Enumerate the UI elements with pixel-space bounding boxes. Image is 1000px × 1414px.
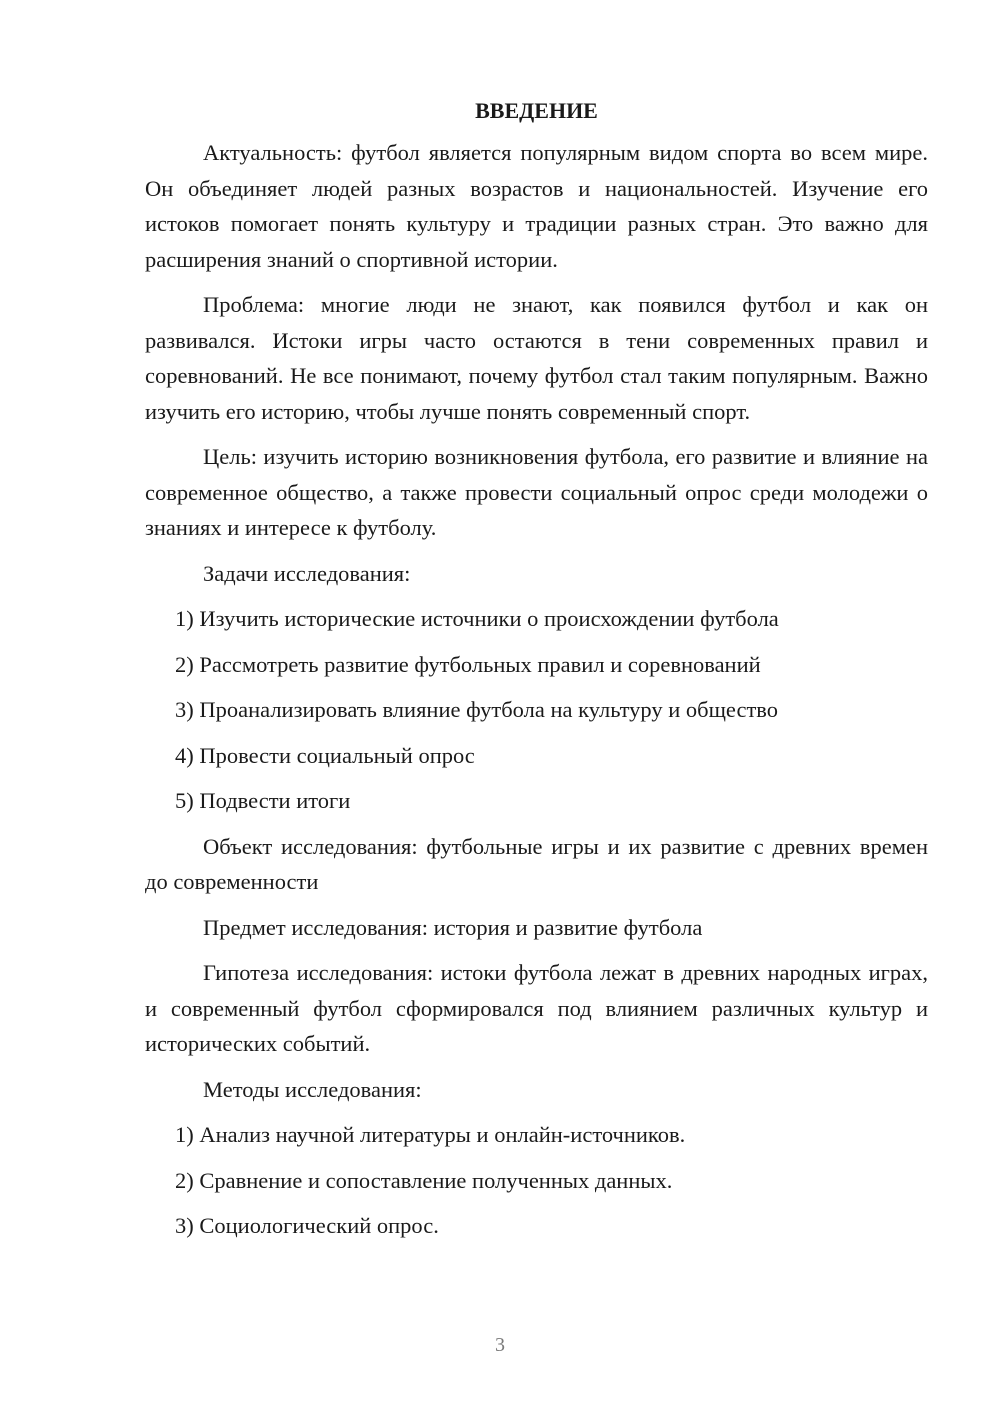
section-title: ВВЕДЕНИЕ: [475, 98, 598, 123]
task-item: 3) Проанализировать влияние футбола на культуру и общество: [175, 697, 779, 722]
task-item: 4) Провести социальный опрос: [175, 742, 475, 768]
tasks-label: Задачи исследования:: [203, 560, 411, 586]
task-item: 1) Изучить исторические источники о происхождении футбола: [175, 606, 779, 631]
method-item: 1) Анализ научной литературы и онлайн-источников.: [175, 1122, 686, 1147]
document-page: [145, 94, 928, 1254]
object-paragraph: Объект исследования: футбольные игры и их развитие с древних времен до современности: [145, 833, 928, 894]
method-item: 3) Социологический опрос.: [175, 1213, 439, 1238]
subject-paragraph: Предмет исследования: история и развитие футбола: [203, 914, 703, 940]
hypothesis-paragraph: Гипотеза исследования: истоки футбола лежат в древних народных играх, и современный футбол сформировался под влиянием различных культур и исторических событий.: [145, 960, 928, 1056]
page-number: 3: [495, 1334, 505, 1356]
method-item: 2) Сравнение и сопоставление полученных данных.: [175, 1167, 673, 1193]
problem-paragraph: Проблема: многие люди не знают, как появился футбол и как он развивался. Истоки игры часто остаются в тени современных правил и соревнований. Не все понимают, почему футбол стал таким популярным. Важно изучить его историю, чтобы лучше понять современный спорт.: [145, 292, 928, 424]
relevance-paragraph: Актуальность: футбол является популярным видом спорта во всем мире. Он объединяет людей разных возрастов и национальностей. Изучение его истоков помогает понять культуру и традиции разных стран. Это важно для расширения знаний о спортивной истории.: [145, 140, 928, 272]
task-item: 5) Подвести итоги: [175, 788, 351, 813]
task-item: 2) Рассмотреть развитие футбольных правил и соревнований: [175, 651, 761, 677]
methods-label: Методы исследования:: [203, 1076, 422, 1102]
goal-paragraph: Цель: изучить историю возникновения футбола, его развитие и влияние на современное общество, а также провести социальный опрос среди молодежи о знаниях и интересе к футболу.: [145, 444, 928, 540]
